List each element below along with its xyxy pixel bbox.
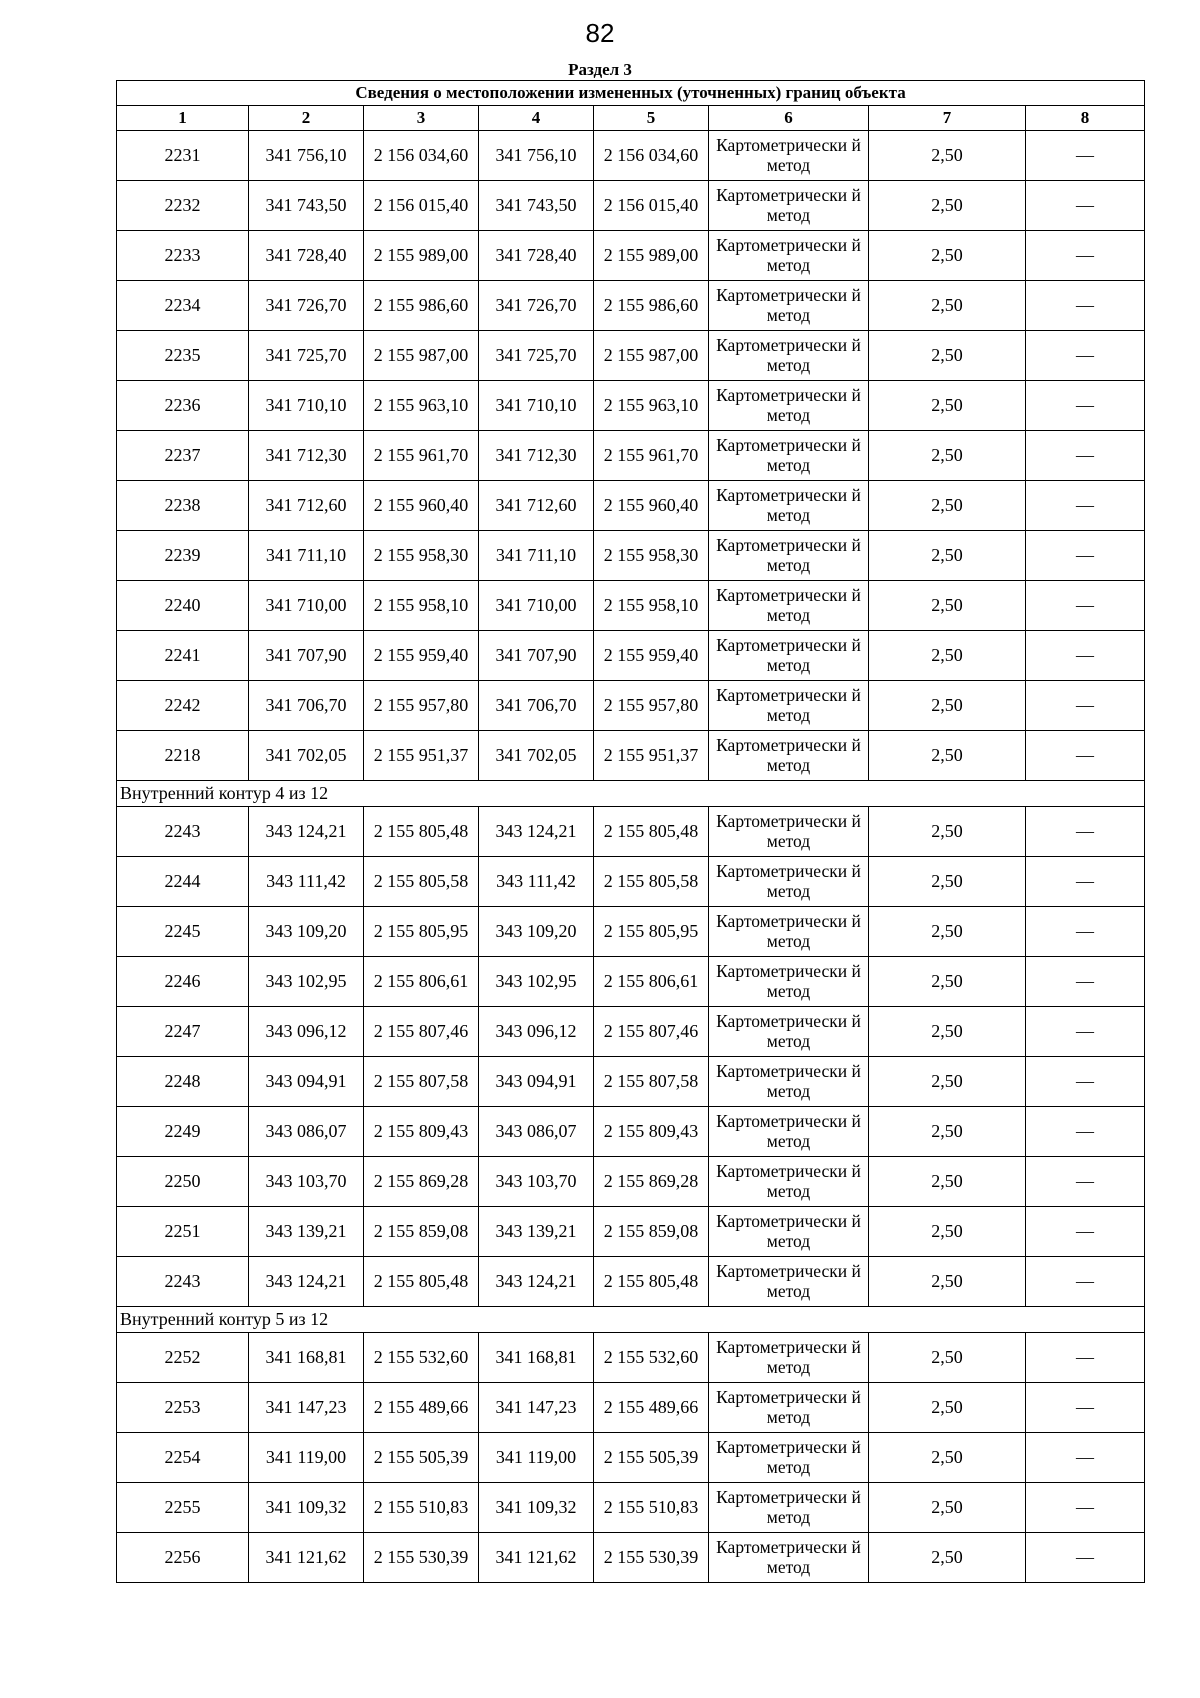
method-cell: Картометрически й метод [709, 1007, 869, 1057]
method-cell: Картометрически й метод [709, 1057, 869, 1107]
x-new-cell: 341 119,00 [479, 1433, 594, 1483]
x-existing-cell: 341 711,10 [249, 531, 364, 581]
accuracy-cell: 2,50 [869, 431, 1026, 481]
column-number: 6 [709, 106, 869, 131]
column-number: 7 [869, 106, 1026, 131]
column-number: 3 [364, 106, 479, 131]
contour-label-row [117, 1307, 1145, 1333]
boundary-coordinates-table [116, 80, 1145, 1583]
y-new-cell: 2 156 034,60 [594, 131, 709, 181]
description-cell: — [1026, 1107, 1145, 1157]
y-new-cell: 2 155 869,28 [594, 1157, 709, 1207]
x-new-cell: 343 124,21 [479, 807, 594, 857]
description-cell: — [1026, 381, 1145, 431]
x-new-cell: 343 139,21 [479, 1207, 594, 1257]
table-row [117, 581, 1145, 631]
y-new-cell: 2 155 989,00 [594, 231, 709, 281]
accuracy-cell: 2,50 [869, 531, 1026, 581]
table-row [117, 857, 1145, 907]
accuracy-cell: 2,50 [869, 807, 1026, 857]
description-cell: — [1026, 957, 1145, 1007]
y-existing-cell: 2 155 963,10 [364, 381, 479, 431]
y-new-cell: 2 155 957,80 [594, 681, 709, 731]
y-existing-cell: 2 155 805,48 [364, 807, 479, 857]
point-number-cell: 2243 [117, 1257, 249, 1307]
y-new-cell: 2 155 805,48 [594, 1257, 709, 1307]
x-new-cell: 341 710,10 [479, 381, 594, 431]
table-row [117, 681, 1145, 731]
x-existing-cell: 343 096,12 [249, 1007, 364, 1057]
x-new-cell: 343 103,70 [479, 1157, 594, 1207]
description-cell: — [1026, 807, 1145, 857]
description-cell: — [1026, 857, 1145, 907]
table-row [117, 1057, 1145, 1107]
y-existing-cell: 2 155 989,00 [364, 231, 479, 281]
x-new-cell: 341 711,10 [479, 531, 594, 581]
table-row [117, 481, 1145, 531]
x-existing-cell: 341 743,50 [249, 181, 364, 231]
x-existing-cell: 343 124,21 [249, 1257, 364, 1307]
table-row [117, 957, 1145, 1007]
description-cell: — [1026, 1257, 1145, 1307]
description-cell: — [1026, 481, 1145, 531]
method-cell: Картометрически й метод [709, 431, 869, 481]
point-number-cell: 2249 [117, 1107, 249, 1157]
table-row [117, 731, 1145, 781]
point-number-cell: 2247 [117, 1007, 249, 1057]
method-cell: Картометрически й метод [709, 581, 869, 631]
point-number-cell: 2245 [117, 907, 249, 957]
y-existing-cell: 2 155 805,48 [364, 1257, 479, 1307]
table-row [117, 531, 1145, 581]
description-cell: — [1026, 431, 1145, 481]
column-number: 1 [117, 106, 249, 131]
y-new-cell: 2 155 958,10 [594, 581, 709, 631]
method-cell: Картометрически й метод [709, 907, 869, 957]
y-existing-cell: 2 155 987,00 [364, 331, 479, 381]
accuracy-cell: 2,50 [869, 231, 1026, 281]
x-existing-cell: 341 119,00 [249, 1433, 364, 1483]
method-cell: Картометрически й метод [709, 131, 869, 181]
x-existing-cell: 343 124,21 [249, 807, 364, 857]
accuracy-cell: 2,50 [869, 1533, 1026, 1583]
description-cell: — [1026, 1533, 1145, 1583]
column-number: 8 [1026, 106, 1145, 131]
y-new-cell: 2 155 809,43 [594, 1107, 709, 1157]
point-number-cell: 2248 [117, 1057, 249, 1107]
method-cell: Картометрически й метод [709, 631, 869, 681]
y-existing-cell: 2 155 505,39 [364, 1433, 479, 1483]
x-new-cell: 343 111,42 [479, 857, 594, 907]
accuracy-cell: 2,50 [869, 907, 1026, 957]
x-new-cell: 341 702,05 [479, 731, 594, 781]
description-cell: — [1026, 281, 1145, 331]
y-existing-cell: 2 155 961,70 [364, 431, 479, 481]
column-number-row [117, 106, 1145, 131]
description-cell: — [1026, 907, 1145, 957]
point-number-cell: 2253 [117, 1383, 249, 1433]
x-existing-cell: 341 707,90 [249, 631, 364, 681]
method-cell: Картометрически й метод [709, 481, 869, 531]
x-existing-cell: 343 102,95 [249, 957, 364, 1007]
description-cell: — [1026, 1207, 1145, 1257]
x-existing-cell: 341 168,81 [249, 1333, 364, 1383]
description-cell: — [1026, 231, 1145, 281]
x-existing-cell: 341 712,60 [249, 481, 364, 531]
contour-label: Внутренний контур 5 из 12 [117, 1307, 1145, 1333]
y-existing-cell: 2 155 958,10 [364, 581, 479, 631]
description-cell: — [1026, 1057, 1145, 1107]
point-number-cell: 2235 [117, 331, 249, 381]
method-cell: Картометрически й метод [709, 1333, 869, 1383]
x-new-cell: 341 712,60 [479, 481, 594, 531]
point-number-cell: 2242 [117, 681, 249, 731]
accuracy-cell: 2,50 [869, 1383, 1026, 1433]
method-cell: Картометрически й метод [709, 807, 869, 857]
x-new-cell: 343 109,20 [479, 907, 594, 957]
method-cell: Картометрически й метод [709, 857, 869, 907]
point-number-cell: 2256 [117, 1533, 249, 1583]
x-existing-cell: 341 728,40 [249, 231, 364, 281]
description-cell: — [1026, 631, 1145, 681]
description-cell: — [1026, 181, 1145, 231]
x-new-cell: 341 726,70 [479, 281, 594, 331]
point-number-cell: 2233 [117, 231, 249, 281]
accuracy-cell: 2,50 [869, 181, 1026, 231]
x-existing-cell: 343 109,20 [249, 907, 364, 957]
x-new-cell: 341 147,23 [479, 1383, 594, 1433]
accuracy-cell: 2,50 [869, 1257, 1026, 1307]
x-existing-cell: 341 702,05 [249, 731, 364, 781]
method-cell: Картометрически й метод [709, 731, 869, 781]
y-new-cell: 2 155 986,60 [594, 281, 709, 331]
y-new-cell: 2 155 807,46 [594, 1007, 709, 1057]
table-row [117, 1433, 1145, 1483]
accuracy-cell: 2,50 [869, 1433, 1026, 1483]
y-new-cell: 2 155 963,10 [594, 381, 709, 431]
table-caption-row [117, 81, 1145, 106]
y-existing-cell: 2 155 959,40 [364, 631, 479, 681]
table-row [117, 281, 1145, 331]
method-cell: Картометрически й метод [709, 231, 869, 281]
description-cell: — [1026, 731, 1145, 781]
method-cell: Картометрически й метод [709, 1157, 869, 1207]
y-existing-cell: 2 155 986,60 [364, 281, 479, 331]
point-number-cell: 2252 [117, 1333, 249, 1383]
accuracy-cell: 2,50 [869, 281, 1026, 331]
point-number-cell: 2241 [117, 631, 249, 681]
y-new-cell: 2 155 805,58 [594, 857, 709, 907]
method-cell: Картометрически й метод [709, 1533, 869, 1583]
y-new-cell: 2 155 505,39 [594, 1433, 709, 1483]
point-number-cell: 2232 [117, 181, 249, 231]
y-existing-cell: 2 155 530,39 [364, 1533, 479, 1583]
y-new-cell: 2 155 530,39 [594, 1533, 709, 1583]
y-existing-cell: 2 155 807,46 [364, 1007, 479, 1057]
x-existing-cell: 341 725,70 [249, 331, 364, 381]
x-new-cell: 341 168,81 [479, 1333, 594, 1383]
x-existing-cell: 341 710,10 [249, 381, 364, 431]
y-existing-cell: 2 155 809,43 [364, 1107, 479, 1157]
y-new-cell: 2 155 960,40 [594, 481, 709, 531]
point-number-cell: 2237 [117, 431, 249, 481]
accuracy-cell: 2,50 [869, 1107, 1026, 1157]
point-number-cell: 2246 [117, 957, 249, 1007]
method-cell: Картометрически й метод [709, 681, 869, 731]
y-new-cell: 2 155 805,48 [594, 807, 709, 857]
x-new-cell: 341 728,40 [479, 231, 594, 281]
contour-label-row [117, 781, 1145, 807]
y-new-cell: 2 155 532,60 [594, 1333, 709, 1383]
description-cell: — [1026, 681, 1145, 731]
x-new-cell: 341 706,70 [479, 681, 594, 731]
point-number-cell: 2254 [117, 1433, 249, 1483]
method-cell: Картометрически й метод [709, 1257, 869, 1307]
y-new-cell: 2 155 951,37 [594, 731, 709, 781]
accuracy-cell: 2,50 [869, 957, 1026, 1007]
x-new-cell: 341 707,90 [479, 631, 594, 681]
point-number-cell: 2250 [117, 1157, 249, 1207]
accuracy-cell: 2,50 [869, 1483, 1026, 1533]
x-existing-cell: 343 111,42 [249, 857, 364, 907]
y-existing-cell: 2 155 960,40 [364, 481, 479, 531]
x-existing-cell: 341 147,23 [249, 1383, 364, 1433]
accuracy-cell: 2,50 [869, 1007, 1026, 1057]
x-new-cell: 341 710,00 [479, 581, 594, 631]
table-row [117, 1157, 1145, 1207]
table-row [117, 907, 1145, 957]
accuracy-cell: 2,50 [869, 631, 1026, 681]
y-existing-cell: 2 156 015,40 [364, 181, 479, 231]
x-new-cell: 341 725,70 [479, 331, 594, 381]
y-existing-cell: 2 155 957,80 [364, 681, 479, 731]
table-row [117, 1533, 1145, 1583]
table-row [117, 431, 1145, 481]
x-new-cell: 343 086,07 [479, 1107, 594, 1157]
table-row [117, 807, 1145, 857]
y-existing-cell: 2 155 958,30 [364, 531, 479, 581]
method-cell: Картометрически й метод [709, 1433, 869, 1483]
x-new-cell: 341 743,50 [479, 181, 594, 231]
y-new-cell: 2 155 489,66 [594, 1383, 709, 1433]
method-cell: Картометрически й метод [709, 957, 869, 1007]
column-number: 4 [479, 106, 594, 131]
point-number-cell: 2255 [117, 1483, 249, 1533]
description-cell: — [1026, 1483, 1145, 1533]
point-number-cell: 2239 [117, 531, 249, 581]
accuracy-cell: 2,50 [869, 481, 1026, 531]
y-existing-cell: 2 155 806,61 [364, 957, 479, 1007]
point-number-cell: 2231 [117, 131, 249, 181]
table-row [117, 1383, 1145, 1433]
section-title: Раздел 3 [568, 60, 632, 79]
table-row [117, 1007, 1145, 1057]
y-existing-cell: 2 155 859,08 [364, 1207, 479, 1257]
point-number-cell: 2234 [117, 281, 249, 331]
accuracy-cell: 2,50 [869, 1057, 1026, 1107]
accuracy-cell: 2,50 [869, 731, 1026, 781]
x-existing-cell: 341 121,62 [249, 1533, 364, 1583]
x-existing-cell: 341 726,70 [249, 281, 364, 331]
table-row [117, 331, 1145, 381]
y-new-cell: 2 155 859,08 [594, 1207, 709, 1257]
description-cell: — [1026, 1007, 1145, 1057]
x-existing-cell: 341 712,30 [249, 431, 364, 481]
x-existing-cell: 341 109,32 [249, 1483, 364, 1533]
table-row [117, 131, 1145, 181]
y-new-cell: 2 155 958,30 [594, 531, 709, 581]
y-new-cell: 2 155 807,58 [594, 1057, 709, 1107]
description-cell: — [1026, 1333, 1145, 1383]
method-cell: Картометрически й метод [709, 1107, 869, 1157]
page-number: 82 [585, 18, 615, 48]
y-new-cell: 2 155 806,61 [594, 957, 709, 1007]
y-existing-cell: 2 155 807,58 [364, 1057, 479, 1107]
table-row [117, 1483, 1145, 1533]
x-new-cell: 341 712,30 [479, 431, 594, 481]
method-cell: Картометрически й метод [709, 1207, 869, 1257]
table-caption: Сведения о местоположении измененных (уточненных) границ объекта [117, 81, 1145, 106]
x-new-cell: 343 102,95 [479, 957, 594, 1007]
accuracy-cell: 2,50 [869, 331, 1026, 381]
description-cell: — [1026, 1433, 1145, 1483]
x-existing-cell: 343 139,21 [249, 1207, 364, 1257]
x-existing-cell: 341 706,70 [249, 681, 364, 731]
point-number-cell: 2243 [117, 807, 249, 857]
description-cell: — [1026, 131, 1145, 181]
method-cell: Картометрически й метод [709, 331, 869, 381]
x-new-cell: 343 094,91 [479, 1057, 594, 1107]
accuracy-cell: 2,50 [869, 1207, 1026, 1257]
accuracy-cell: 2,50 [869, 681, 1026, 731]
y-new-cell: 2 155 961,70 [594, 431, 709, 481]
y-existing-cell: 2 155 510,83 [364, 1483, 479, 1533]
y-existing-cell: 2 155 869,28 [364, 1157, 479, 1207]
point-number-cell: 2238 [117, 481, 249, 531]
accuracy-cell: 2,50 [869, 857, 1026, 907]
x-existing-cell: 341 710,00 [249, 581, 364, 631]
y-new-cell: 2 156 015,40 [594, 181, 709, 231]
method-cell: Картометрически й метод [709, 181, 869, 231]
column-number: 5 [594, 106, 709, 131]
description-cell: — [1026, 331, 1145, 381]
y-new-cell: 2 155 959,40 [594, 631, 709, 681]
x-existing-cell: 343 103,70 [249, 1157, 364, 1207]
method-cell: Картометрически й метод [709, 381, 869, 431]
method-cell: Картометрически й метод [709, 281, 869, 331]
x-new-cell: 343 124,21 [479, 1257, 594, 1307]
x-existing-cell: 343 094,91 [249, 1057, 364, 1107]
table-row [117, 181, 1145, 231]
x-new-cell: 341 109,32 [479, 1483, 594, 1533]
point-number-cell: 2240 [117, 581, 249, 631]
x-existing-cell: 341 756,10 [249, 131, 364, 181]
x-existing-cell: 343 086,07 [249, 1107, 364, 1157]
table-row [117, 1257, 1145, 1307]
x-new-cell: 341 756,10 [479, 131, 594, 181]
table-row [117, 1107, 1145, 1157]
column-number: 2 [249, 106, 364, 131]
table-row [117, 1333, 1145, 1383]
y-existing-cell: 2 155 489,66 [364, 1383, 479, 1433]
description-cell: — [1026, 1383, 1145, 1433]
x-new-cell: 341 121,62 [479, 1533, 594, 1583]
accuracy-cell: 2,50 [869, 581, 1026, 631]
description-cell: — [1026, 581, 1145, 631]
accuracy-cell: 2,50 [869, 1333, 1026, 1383]
method-cell: Картометрически й метод [709, 1383, 869, 1433]
table-row [117, 231, 1145, 281]
accuracy-cell: 2,50 [869, 131, 1026, 181]
x-new-cell: 343 096,12 [479, 1007, 594, 1057]
method-cell: Картометрически й метод [709, 531, 869, 581]
table-row [117, 381, 1145, 431]
table-row [117, 631, 1145, 681]
point-number-cell: 2218 [117, 731, 249, 781]
y-existing-cell: 2 155 532,60 [364, 1333, 479, 1383]
y-existing-cell: 2 156 034,60 [364, 131, 479, 181]
point-number-cell: 2236 [117, 381, 249, 431]
accuracy-cell: 2,50 [869, 381, 1026, 431]
y-existing-cell: 2 155 805,95 [364, 907, 479, 957]
y-new-cell: 2 155 510,83 [594, 1483, 709, 1533]
point-number-cell: 2251 [117, 1207, 249, 1257]
method-cell: Картометрически й метод [709, 1483, 869, 1533]
y-existing-cell: 2 155 951,37 [364, 731, 479, 781]
y-new-cell: 2 155 805,95 [594, 907, 709, 957]
point-number-cell: 2244 [117, 857, 249, 907]
y-new-cell: 2 155 987,00 [594, 331, 709, 381]
contour-label: Внутренний контур 4 из 12 [117, 781, 1145, 807]
y-existing-cell: 2 155 805,58 [364, 857, 479, 907]
table-row [117, 1207, 1145, 1257]
description-cell: — [1026, 1157, 1145, 1207]
description-cell: — [1026, 531, 1145, 581]
accuracy-cell: 2,50 [869, 1157, 1026, 1207]
